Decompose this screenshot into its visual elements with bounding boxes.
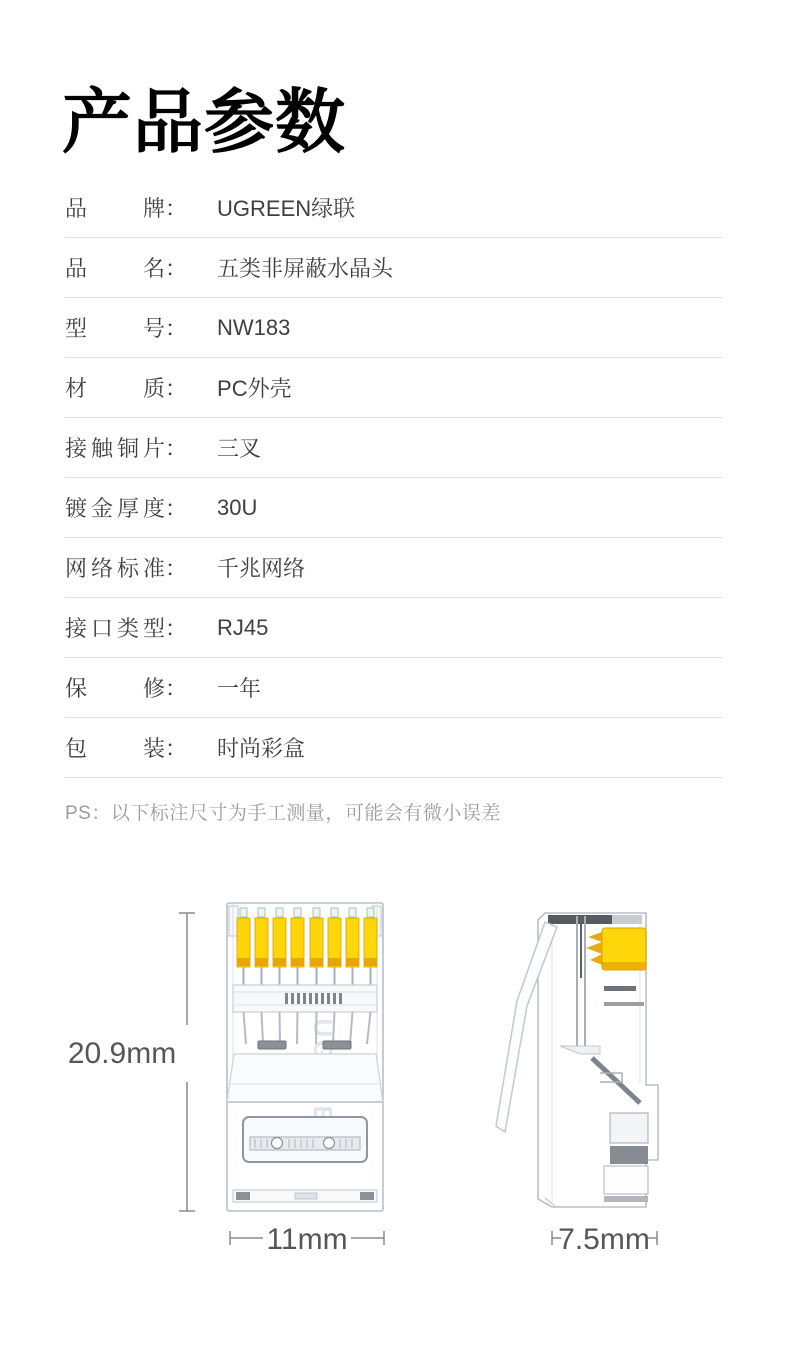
spec-row	[65, 238, 722, 298]
spec-value: 30U	[217, 494, 258, 520]
spec-label: 接口类型	[65, 616, 165, 641]
product-dimension-figure	[0, 858, 790, 1290]
spec-value: UGREEN绿联	[217, 196, 356, 221]
spec-value: 一年	[217, 676, 262, 701]
spec-colon: ：	[165, 256, 188, 281]
spec-colon: ：	[165, 316, 188, 341]
side-detail-notch2	[604, 1002, 644, 1006]
spec-label: 包装	[65, 736, 165, 761]
spec-value: 时尚彩盒	[217, 736, 306, 761]
spec-value: NW183	[217, 314, 291, 340]
side-width-dimension	[552, 1223, 657, 1256]
page-title: 产品参数	[62, 83, 346, 161]
front-width-dimension	[230, 1223, 384, 1256]
height-dimension-label: 20.9mm	[67, 1037, 177, 1070]
spec-label: 型号	[65, 316, 165, 341]
front-shoulder	[227, 1054, 383, 1102]
spec-colon: ：	[165, 436, 188, 461]
spec-label: 镀金厚度	[65, 496, 165, 521]
height-dimension	[68, 913, 195, 1211]
spec-colon: ：	[165, 676, 188, 701]
label-bar-dot-left	[272, 1138, 283, 1149]
spec-row	[65, 478, 722, 538]
label-bar-dot-right	[324, 1138, 335, 1149]
spec-label: 保修	[65, 676, 165, 701]
spec-value: 五类非屏蔽水晶头	[217, 256, 394, 281]
spec-row	[65, 658, 722, 718]
spec-label: 网络标准	[65, 556, 165, 581]
spec-label: 接触铜片	[65, 436, 165, 461]
spec-label: 材质	[65, 376, 165, 401]
side-detail-notch1	[604, 986, 636, 991]
side-step-block	[610, 1113, 648, 1143]
crimp-tab-right	[323, 1041, 351, 1049]
spec-colon: ：	[165, 376, 188, 401]
spec-colon: ：	[165, 196, 188, 221]
spec-label: 品牌	[65, 196, 165, 221]
spec-label: 品名	[65, 256, 165, 281]
measurement-note: PS：以下标注尺寸为手工测量，可能会有微小误差	[65, 803, 501, 824]
spec-value: RJ45	[217, 614, 269, 640]
front-width-dimension-label: 11mm	[266, 1223, 348, 1256]
spec-colon: ：	[165, 616, 188, 641]
spec-row	[65, 418, 722, 478]
spec-colon: ：	[165, 736, 188, 761]
spec-row	[65, 358, 722, 418]
spec-table	[65, 178, 722, 778]
rj45-front-view-illustration	[227, 903, 383, 1211]
spec-value: PC外壳	[217, 376, 292, 401]
spec-row	[65, 298, 722, 358]
spec-row	[65, 718, 722, 778]
spec-row	[65, 538, 722, 598]
side-dark-band	[610, 1146, 648, 1164]
spec-colon: ：	[165, 556, 188, 581]
spec-row	[65, 178, 722, 238]
spec-value: 千兆网络	[217, 556, 306, 581]
side-width-dimension-label: 7.5mm	[558, 1223, 650, 1256]
spec-colon: ：	[165, 496, 188, 521]
rj45-side-view-illustration	[496, 913, 658, 1207]
spec-row	[65, 598, 722, 658]
spec-value: 三叉	[217, 436, 262, 461]
crimp-tab-left	[258, 1041, 286, 1049]
